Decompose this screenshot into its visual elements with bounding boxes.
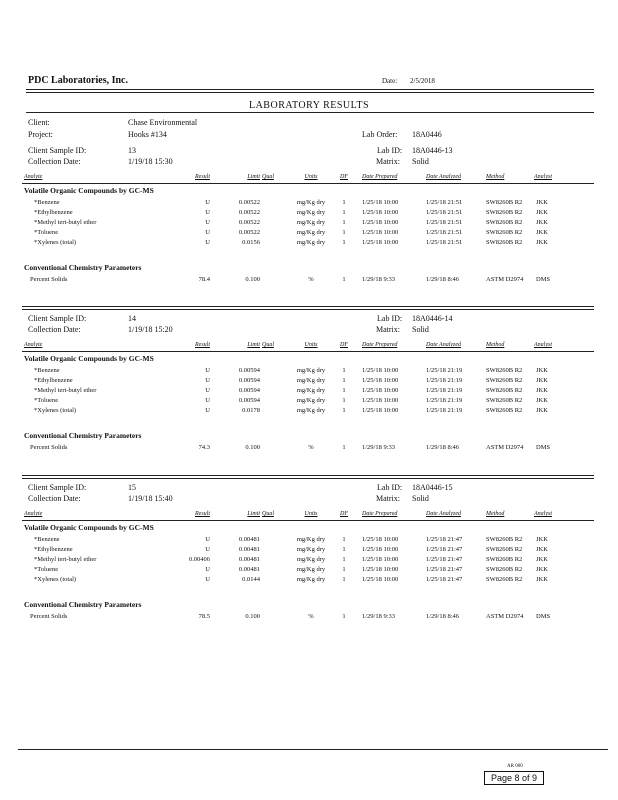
result-cell-analyte: *Benzene [34,199,60,206]
result-cell-df: 1 [342,576,346,583]
column-header: Method [486,511,505,517]
conv-cell-df: 1 [342,613,346,620]
result-cell-analyzed: 1/25/18 21:47 [426,546,463,553]
result-cell-result: U [205,199,210,206]
result-cell-analyst: JKK [536,219,548,226]
column-header: Analyte [24,174,43,180]
result-cell-prepared: 1/25/18 10:00 [362,239,399,246]
result-cell-analyst: JKK [536,239,548,246]
result-cell-analyzed: 1/25/18 21:47 [426,576,463,583]
result-cell-prepared: 1/25/18 10:00 [362,556,399,563]
result-cell-analyzed: 1/25/18 21:51 [426,239,463,246]
result-cell-result: U [205,566,210,573]
matrix: Solid [412,494,429,503]
column-header: Analyst [534,342,552,348]
result-cell-result: 0.00406 [188,556,210,563]
conv-cell-prepared: 1/29/18 9:33 [362,276,396,283]
result-cell-method: SW8260B R2 [486,556,523,563]
report-date: 2/5/2018 [410,77,435,85]
conv-cell-result: 78.5 [198,613,210,620]
column-header: Date Analyzed [426,511,462,517]
company-name: PDC Laboratories, Inc. [28,75,128,86]
result-cell-method: SW8260B R2 [486,576,523,583]
footer-rule [18,749,608,750]
result-cell-limit: 0.00594 [238,397,260,404]
conv-cell-units: % [308,444,314,451]
lab-id: 18A0446-15 [412,483,453,492]
result-cell-method: SW8260B R2 [486,199,523,206]
result-cell-df: 1 [342,367,346,374]
sample-separator [22,475,594,476]
column-header: Limit [247,342,260,348]
result-cell-df: 1 [342,397,346,404]
result-cell-units: mg/Kg dry [296,367,326,374]
result-cell-df: 1 [342,377,346,384]
result-cell-analyst: JKK [536,367,548,374]
result-cell-method: SW8260B R2 [486,239,523,246]
collection-date: 1/19/18 15:30 [128,157,173,166]
conventional-group-title: Conventional Chemistry Parameters [24,600,142,609]
column-header: Date Prepared [362,174,398,180]
result-cell-analyzed: 1/25/18 21:19 [426,397,463,404]
result-cell-prepared: 1/25/18 10:00 [362,367,399,374]
conv-cell-units: % [308,276,314,283]
collection-date-label: Collection Date: [28,157,81,166]
conv-cell-prepared: 1/29/18 9:33 [362,613,396,620]
result-cell-units: mg/Kg dry [296,397,326,404]
conv-cell-analyte: Percent Solids [30,613,68,620]
result-cell-prepared: 1/25/18 10:00 [362,397,399,404]
client-label: Client: [28,118,50,127]
result-cell-units: mg/Kg dry [296,546,326,553]
client-sample-id: 15 [128,483,136,492]
column-header: Method [486,174,505,180]
result-cell-df: 1 [342,199,346,206]
result-cell-result: U [205,367,210,374]
voc-group-title: Volatile Organic Compounds by GC-MS [24,186,154,195]
conv-cell-analyte: Percent Solids [30,276,68,283]
conv-cell-limit: 0.100 [245,444,260,451]
result-cell-limit: 0.00481 [238,566,260,573]
conv-cell-analyzed: 1/29/18 8:46 [426,613,460,620]
column-header: DF [340,511,348,517]
result-cell-result: U [205,219,210,226]
result-cell-method: SW8260B R2 [486,229,523,236]
result-cell-method: SW8260B R2 [486,387,523,394]
sample-separator [22,306,594,307]
result-cell-analyzed: 1/25/18 21:51 [426,229,463,236]
page-number: Page 8 of 9 [484,771,544,785]
result-cell-limit: 0.00594 [238,377,260,384]
conventional-group-title: Conventional Chemistry Parameters [24,263,142,272]
conv-cell-analyzed: 1/29/18 8:46 [426,444,460,451]
column-header: Qual [262,342,274,348]
result-cell-analyzed: 1/25/18 21:51 [426,199,463,206]
client-sample-id-label: Client Sample ID: [28,314,87,323]
result-cell-analyst: JKK [536,407,548,414]
column-header: Date Prepared [362,511,398,517]
result-cell-limit: 0.00481 [238,546,260,553]
conv-cell-analyst: DMS [536,276,551,283]
column-header: Analyte [24,342,43,348]
result-cell-method: SW8260B R2 [486,536,523,543]
project-name: Hooks #134 [128,130,167,139]
report-title: LABORATORY RESULTS [248,100,370,111]
result-cell-analyst: JKK [536,387,548,394]
result-cell-analyzed: 1/25/18 21:51 [426,209,463,216]
date-label: Date: [382,77,398,85]
lab-id-label: Lab ID: [377,314,403,323]
result-cell-result: U [205,546,210,553]
column-header: Analyst [534,511,552,517]
client-name: Chase Environmental [128,118,198,127]
column-header: Method [486,342,505,348]
result-cell-analyst: JKK [536,556,548,563]
matrix: Solid [412,325,429,334]
voc-group-title: Volatile Organic Compounds by GC-MS [24,523,154,532]
result-cell-analyte: *Ethylbenzene [34,377,73,384]
voc-group-title: Volatile Organic Compounds by GC-MS [24,354,154,363]
client-sample-id-label: Client Sample ID: [28,483,87,492]
result-cell-analyst: JKK [536,209,548,216]
result-cell-units: mg/Kg dry [296,387,326,394]
column-header: DF [340,342,348,348]
lab-order-value: 18A0446 [412,130,442,139]
result-cell-result: U [205,576,210,583]
result-cell-prepared: 1/25/18 10:00 [362,219,399,226]
conv-cell-df: 1 [342,444,346,451]
result-cell-df: 1 [342,209,346,216]
result-cell-analyte: *Methyl tert-butyl ether [34,387,97,394]
result-cell-df: 1 [342,407,346,414]
conv-cell-analyzed: 1/29/18 8:46 [426,276,460,283]
result-cell-prepared: 1/25/18 10:00 [362,209,399,216]
result-cell-analyst: JKK [536,377,548,384]
conv-cell-analyte: Percent Solids [30,444,68,451]
column-header: Result [195,511,210,517]
collection-date: 1/19/18 15:40 [128,494,173,503]
result-cell-analyzed: 1/25/18 21:19 [426,387,463,394]
result-cell-result: U [205,407,210,414]
conv-cell-analyst: DMS [536,613,551,620]
conv-cell-analyst: DMS [536,444,551,451]
result-cell-units: mg/Kg dry [296,556,326,563]
conv-cell-units: % [308,613,314,620]
result-cell-analyzed: 1/25/18 21:19 [426,377,463,384]
result-cell-analyst: JKK [536,397,548,404]
lab-id-label: Lab ID: [377,146,403,155]
result-cell-analyst: JKK [536,576,548,583]
conventional-group-title: Conventional Chemistry Parameters [24,431,142,440]
result-cell-analyte: *Toluene [34,397,59,404]
conv-cell-method: ASTM D2974 [486,444,524,451]
column-header: Result [195,174,210,180]
result-cell-method: SW8260B R2 [486,209,523,216]
result-cell-prepared: 1/25/18 10:00 [362,377,399,384]
lab-order-label: Lab Order: [362,130,398,139]
result-cell-analyte: *Xylenes (total) [34,239,77,246]
result-cell-method: SW8260B R2 [486,407,523,414]
result-cell-prepared: 1/25/18 10:00 [362,199,399,206]
result-cell-df: 1 [342,219,346,226]
column-header: Qual [262,511,274,517]
result-cell-method: SW8260B R2 [486,566,523,573]
result-cell-units: mg/Kg dry [296,377,326,384]
result-cell-df: 1 [342,536,346,543]
project-label: Project: [28,130,53,139]
result-cell-limit: 0.0156 [242,239,260,246]
conv-cell-df: 1 [342,276,346,283]
result-cell-result: U [205,536,210,543]
result-cell-analyte: *Ethylbenzene [34,209,73,216]
result-cell-analyzed: 1/25/18 21:47 [426,556,463,563]
conv-cell-limit: 0.100 [245,276,260,283]
result-cell-analyst: JKK [536,566,548,573]
result-cell-limit: 0.0178 [242,407,260,414]
result-cell-method: SW8260B R2 [486,397,523,404]
result-cell-units: mg/Kg dry [296,536,326,543]
column-header-rule [22,183,594,184]
result-cell-limit: 0.00522 [238,209,260,216]
column-header-rule [22,351,594,352]
lab-id: 18A0446-13 [412,146,453,155]
conv-cell-prepared: 1/29/18 9:33 [362,444,396,451]
result-cell-limit: 0.00481 [238,556,260,563]
column-header: Analyte [24,511,43,517]
result-cell-units: mg/Kg dry [296,576,326,583]
lab-id: 18A0446-14 [412,314,453,323]
result-cell-units: mg/Kg dry [296,209,326,216]
matrix-label: Matrix: [376,157,400,166]
result-cell-units: mg/Kg dry [296,239,326,246]
column-header: Analyst [534,174,552,180]
header-rule-thin [26,92,594,93]
result-cell-result: U [205,387,210,394]
result-cell-limit: 0.00522 [238,219,260,226]
result-cell-units: mg/Kg dry [296,219,326,226]
column-header: Date Analyzed [426,174,462,180]
result-cell-method: SW8260B R2 [486,219,523,226]
result-cell-limit: 0.00522 [238,199,260,206]
result-cell-result: U [205,377,210,384]
conv-cell-limit: 0.100 [245,613,260,620]
result-cell-result: U [205,209,210,216]
collection-date: 1/19/18 15:20 [128,325,173,334]
result-cell-limit: 0.00594 [238,387,260,394]
result-cell-df: 1 [342,546,346,553]
result-cell-analyte: *Benzene [34,367,60,374]
conv-cell-method: ASTM D2974 [486,613,524,620]
result-cell-analyst: JKK [536,199,548,206]
result-cell-df: 1 [342,239,346,246]
result-cell-prepared: 1/25/18 10:00 [362,536,399,543]
result-cell-analyzed: 1/25/18 21:47 [426,566,463,573]
result-cell-analyte: *Xylenes (total) [34,407,77,414]
result-cell-df: 1 [342,387,346,394]
matrix-label: Matrix: [376,325,400,334]
result-cell-analyte: *Toluene [34,229,59,236]
client-sample-id: 13 [128,146,136,155]
client-sample-id: 14 [128,314,136,323]
result-cell-analyzed: 1/25/18 21:19 [426,367,463,374]
result-cell-units: mg/Kg dry [296,229,326,236]
column-header: Units [304,342,318,348]
matrix-label: Matrix: [376,494,400,503]
result-cell-method: SW8260B R2 [486,377,523,384]
result-cell-units: mg/Kg dry [296,199,326,206]
sample-separator-thin [22,478,594,479]
result-cell-method: SW8260B R2 [486,546,523,553]
result-cell-prepared: 1/25/18 10:00 [362,566,399,573]
column-header: Units [304,174,318,180]
conv-cell-result: 74.3 [198,444,210,451]
result-cell-analyst: JKK [536,536,548,543]
column-header: DF [340,174,348,180]
result-cell-units: mg/Kg dry [296,566,326,573]
result-cell-limit: 0.00594 [238,367,260,374]
result-cell-limit: 0.00522 [238,229,260,236]
result-cell-analyst: JKK [536,546,548,553]
result-cell-prepared: 1/25/18 10:00 [362,387,399,394]
result-cell-df: 1 [342,229,346,236]
result-cell-analyte: *Xylenes (total) [34,576,77,583]
result-cell-prepared: 1/25/18 10:00 [362,546,399,553]
title-rule [26,112,594,113]
column-header: Result [195,342,210,348]
result-cell-result: U [205,397,210,404]
column-header: Units [304,511,318,517]
result-cell-analyzed: 1/25/18 21:47 [426,536,463,543]
result-cell-df: 1 [342,556,346,563]
result-cell-units: mg/Kg dry [296,407,326,414]
matrix: Solid [412,157,429,166]
result-cell-limit: 0.0144 [242,576,260,583]
result-cell-analyte: *Ethylbenzene [34,546,73,553]
column-header: Date Analyzed [426,342,462,348]
column-header: Limit [247,174,260,180]
collection-date-label: Collection Date: [28,325,81,334]
conv-cell-result: 78.4 [198,276,210,283]
result-cell-limit: 0.00481 [238,536,260,543]
result-cell-prepared: 1/25/18 10:00 [362,229,399,236]
result-cell-analyst: JKK [536,229,548,236]
column-header-rule [22,520,594,521]
column-header: Qual [262,174,274,180]
result-cell-df: 1 [342,566,346,573]
result-cell-prepared: 1/25/18 10:00 [362,576,399,583]
result-cell-prepared: 1/25/18 10:00 [362,407,399,414]
result-cell-analyte: *Methyl tert-butyl ether [34,219,97,226]
sample-separator-thin [22,309,594,310]
result-cell-analyte: *Benzene [34,536,60,543]
result-cell-analyzed: 1/25/18 21:19 [426,407,463,414]
result-cell-analyte: *Methyl tert-butyl ether [34,556,97,563]
header-rule [26,89,594,90]
result-cell-method: SW8260B R2 [486,367,523,374]
collection-date-label: Collection Date: [28,494,81,503]
result-cell-result: U [205,229,210,236]
result-cell-analyte: *Toluene [34,566,59,573]
column-header: Date Prepared [362,342,398,348]
column-header: Limit [247,511,260,517]
client-sample-id-label: Client Sample ID: [28,146,87,155]
conv-cell-method: ASTM D2974 [486,276,524,283]
lab-id-label: Lab ID: [377,483,403,492]
result-cell-analyzed: 1/25/18 21:51 [426,219,463,226]
result-cell-result: U [205,239,210,246]
archive-stamp: AR 000 [507,764,523,769]
